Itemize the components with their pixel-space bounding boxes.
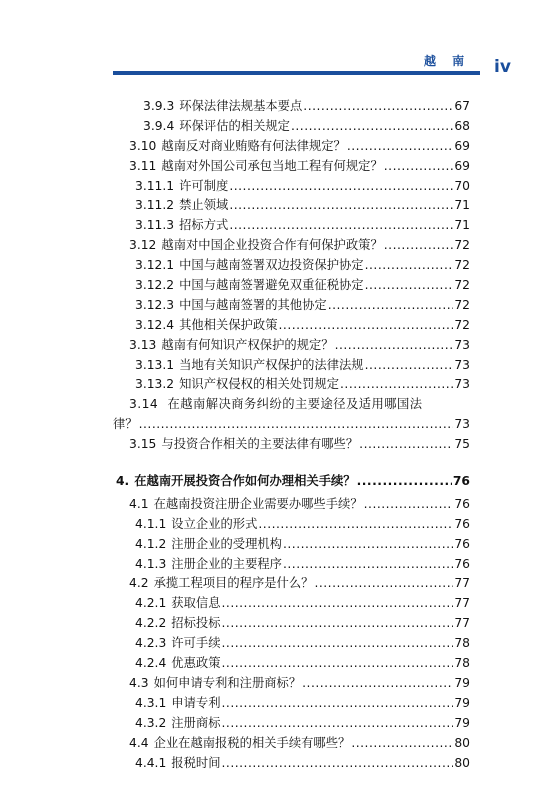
toc-entry-number: 3.11.1 — [135, 178, 175, 193]
toc-entry-page: 80 — [454, 755, 470, 770]
toc-entry-title: 中国与越南签署双边投资保护协定 — [179, 258, 364, 273]
dot-leader — [222, 654, 454, 674]
toc-entry-number: 3.13.1 — [135, 357, 175, 372]
toc-entry-title: 环保评估的相关规定 — [179, 118, 290, 133]
toc-entry-number: 4.1.1 — [135, 516, 167, 531]
toc-entry-page: 76 — [454, 556, 470, 571]
toc-entry-number: 3.12.1 — [135, 258, 175, 273]
toc-entry-title: 越南有何知识产权保护的规定？ — [161, 337, 334, 352]
toc-entry-3-9-4[interactable] — [113, 117, 470, 137]
header-country-title: 越 南 — [424, 54, 471, 68]
toc-entry-title: 中国与越南签署的其他协定 — [179, 297, 327, 312]
toc-entry-4-2-3[interactable] — [113, 634, 470, 654]
dot-leader — [314, 574, 453, 594]
toc-entry-page: 73 — [454, 337, 470, 352]
toc-entry-page: 71 — [454, 218, 470, 233]
toc-entry-number: 3.12 — [129, 238, 157, 253]
toc-entry-3-9-3[interactable] — [113, 97, 470, 117]
toc-entry-title: 获取信息 — [171, 596, 221, 611]
toc-entry-3-13[interactable] — [113, 336, 470, 356]
toc-entry-3-11-1[interactable] — [113, 177, 470, 197]
dot-leader — [222, 614, 454, 634]
toc-entry-4-3-1[interactable] — [113, 694, 470, 714]
toc-entry-number: 4.2.3 — [135, 636, 167, 651]
toc-entry-title: 在越南解决商务纠纷的主要途径及适用哪国法 — [167, 397, 423, 412]
dot-leader — [283, 535, 453, 555]
dot-leader — [222, 714, 454, 734]
toc-entry-page: 70 — [454, 178, 470, 193]
toc-entry-page: 79 — [454, 715, 470, 730]
toc-entry-4-2[interactable] — [113, 574, 470, 594]
toc-entry-page: 73 — [454, 357, 470, 372]
toc-entry-4-3[interactable] — [113, 674, 470, 694]
toc-entry-4-4-1[interactable] — [113, 754, 470, 774]
toc-entry-number: 4.4.1 — [135, 755, 167, 770]
toc-entry-page: 80 — [454, 735, 470, 750]
toc-entry-number: 3.12.4 — [135, 317, 175, 332]
dot-leader — [229, 216, 453, 236]
toc-entry-3-11-3[interactable] — [113, 216, 470, 236]
toc-entry-number: 3.13 — [129, 337, 157, 352]
dot-leader — [229, 196, 453, 216]
toc-chapter-page: 76 — [452, 474, 470, 489]
toc-entry-title: 当地有关知识产权保护的法律法规 — [179, 357, 364, 372]
toc-entry-title: 设立企业的形式 — [171, 516, 258, 531]
toc-entry-title: 环保法律法规基本要点 — [179, 99, 303, 113]
dot-leader — [303, 97, 453, 117]
toc-entry-title: 申请专利 — [171, 695, 221, 710]
toc-entry-title: 许可制度 — [179, 178, 229, 193]
toc-entry-page: 77 — [454, 596, 470, 611]
toc-entry-title: 承揽工程项目的程序是什么？ — [153, 576, 314, 591]
toc-entry-number: 3.9.3 — [143, 99, 175, 113]
toc-entry-3-12-4[interactable] — [113, 316, 470, 336]
toc-entry-page: 72 — [454, 238, 470, 253]
toc-entry-title: 如何申请专利和注册商标？ — [153, 675, 302, 690]
toc-entry-4-1[interactable] — [113, 495, 470, 515]
toc-entry-title: 越南对外国公司承包当地工程有何规定？ — [161, 158, 383, 173]
dot-leader — [384, 236, 454, 256]
toc-entry-4-1-2[interactable] — [113, 535, 470, 555]
toc-entry-title: 优惠政策 — [171, 656, 221, 671]
toc-entry-4-1-1[interactable] — [113, 515, 470, 535]
toc-entry-title: 许可手续 — [171, 636, 221, 651]
toc-entry-number: 3.10 — [129, 138, 157, 153]
toc-entry-page: 79 — [454, 675, 470, 690]
toc-entry-page: 76 — [454, 516, 470, 531]
toc-entry-title: 招标投标 — [171, 616, 221, 631]
toc-entry-page: 76 — [454, 496, 470, 511]
toc-entry-number: 4.1.3 — [135, 556, 167, 571]
dot-leader — [291, 117, 453, 137]
toc-entry-number: 3.15 — [129, 437, 157, 452]
toc-entry-second-line — [113, 415, 470, 435]
dot-leader — [139, 415, 454, 435]
toc-entry-number: 4.2.1 — [135, 596, 167, 611]
toc-entry-title: 在越南投资注册企业需要办哪些手续？ — [153, 496, 363, 511]
toc-entry-page: 76 — [454, 536, 470, 551]
dot-leader — [365, 276, 454, 296]
toc-entry-page: 68 — [454, 118, 470, 133]
toc-entry-title: 注册商标 — [171, 715, 221, 730]
toc-entry-3-11[interactable] — [113, 157, 470, 177]
toc-entry-page: 72 — [454, 258, 470, 273]
toc-entry-number: 4.1.2 — [135, 536, 167, 551]
toc-entry-title: 其他相关保护政策 — [179, 317, 278, 332]
dot-leader — [335, 336, 454, 356]
toc-entry-3-11-2[interactable] — [113, 196, 470, 216]
toc-entry-page: 77 — [454, 576, 470, 591]
toc-entry-number: 4.3 — [129, 675, 149, 690]
toc-entry-number: 4.2 — [129, 576, 149, 591]
toc-entry-page: 75 — [454, 437, 470, 452]
toc-entry-3-12-1[interactable] — [113, 256, 470, 276]
toc-entry-3-12[interactable] — [113, 236, 470, 256]
toc-entry-4-3-2[interactable] — [113, 714, 470, 734]
toc-entry-number: 4.2.4 — [135, 656, 167, 671]
toc-entry-title: 招标方式 — [179, 218, 229, 233]
toc-entry-page: 67 — [454, 99, 470, 113]
toc-entry-4-1-3[interactable] — [113, 555, 470, 575]
dot-leader — [328, 296, 454, 316]
toc-entry-number: 3.11.3 — [135, 218, 175, 233]
dot-leader — [222, 754, 454, 774]
dot-leader — [229, 177, 453, 197]
toc-entry-3-10[interactable] — [113, 137, 470, 157]
toc-entry-title: 企业在越南报税的相关手续有哪些？ — [153, 735, 351, 750]
toc-chapter-4[interactable] — [113, 472, 470, 492]
dot-leader — [302, 674, 453, 694]
toc-entry-4-2-1[interactable] — [113, 594, 470, 614]
toc-entry-page: 72 — [454, 297, 470, 312]
toc-entry-number: 4.4 — [129, 735, 149, 750]
dot-leader — [222, 594, 454, 614]
toc-chapter-title: 在越南开展投资合作如何办理相关手续？ — [134, 474, 356, 489]
toc-entry-number: 3.12.2 — [135, 278, 175, 293]
toc-entry-title: 中国与越南签署避免双重征税协定 — [179, 278, 364, 293]
table-of-contents — [113, 97, 470, 773]
toc-entry-page: 73 — [454, 417, 470, 432]
toc-entry-title: 注册企业的受理机构 — [171, 536, 282, 551]
toc-entry-3-12-3[interactable] — [113, 296, 470, 316]
toc-entry-number: 3.11 — [129, 158, 157, 173]
toc-entry-number: 3.13.2 — [135, 377, 175, 392]
dot-leader — [279, 316, 454, 336]
toc-entry-page: 77 — [454, 616, 470, 631]
toc-entry-3-14[interactable] — [113, 395, 470, 435]
toc-entry-number: 4.2.2 — [135, 616, 167, 631]
toc-entry-title: 与投资合作相关的主要法律有哪些？ — [161, 437, 359, 452]
toc-entry-number: 3.11.2 — [135, 198, 175, 213]
toc-entry-3-13-2[interactable] — [113, 375, 470, 395]
toc-entry-number: 4.1 — [129, 496, 149, 511]
section-gap — [113, 455, 470, 472]
header-rule — [113, 71, 480, 75]
toc-entry-number: 3.9.4 — [143, 118, 175, 133]
toc-chapter-number: 4. — [116, 474, 130, 489]
toc-entry-first-line — [113, 395, 470, 415]
toc-entry-3-15[interactable] — [113, 435, 470, 455]
toc-entry-3-12-2[interactable] — [113, 276, 470, 296]
dot-leader — [283, 555, 453, 575]
dot-leader — [347, 137, 453, 157]
toc-entry-number: 4.3.1 — [135, 695, 167, 710]
toc-entry-title: 注册企业的主要程序 — [171, 556, 282, 571]
toc-entry-3-13-1[interactable] — [113, 356, 470, 376]
toc-entry-title: 越南反对商业贿赂有何法律规定？ — [161, 138, 346, 153]
toc-entry-page: 79 — [454, 695, 470, 710]
dot-leader — [351, 734, 453, 754]
toc-entry-title-continued: 律？ — [113, 417, 138, 432]
toc-entry-page: 71 — [454, 198, 470, 213]
toc-entry-page: 73 — [454, 377, 470, 392]
dot-leader — [357, 472, 452, 492]
toc-entry-page: 72 — [454, 278, 470, 293]
dot-leader — [340, 375, 453, 395]
toc-entry-title: 越南对中国企业投资合作有何保护政策？ — [161, 238, 383, 253]
dot-leader — [359, 435, 453, 455]
toc-entry-number: 4.3.2 — [135, 715, 167, 730]
dot-leader — [222, 634, 454, 654]
toc-entry-number: 3.12.3 — [135, 297, 175, 312]
toc-entry-4-4[interactable] — [113, 734, 470, 754]
toc-entry-number: 3.14 — [129, 397, 159, 412]
dot-leader — [258, 515, 453, 535]
header-page-number: iv — [494, 57, 511, 77]
toc-entry-4-2-2[interactable] — [113, 614, 470, 634]
toc-entry-title: 报税时间 — [171, 755, 221, 770]
toc-entry-page: 78 — [454, 656, 470, 671]
toc-entry-page: 78 — [454, 636, 470, 651]
toc-entry-page: 72 — [454, 317, 470, 332]
toc-entry-title: 禁止领域 — [179, 198, 229, 213]
toc-entry-page: 69 — [454, 158, 470, 173]
dot-leader — [365, 256, 454, 276]
toc-entry-4-2-4[interactable] — [113, 654, 470, 674]
toc-entry-page: 69 — [454, 138, 470, 153]
dot-leader — [364, 495, 454, 515]
dot-leader — [384, 157, 454, 177]
dot-leader — [222, 694, 454, 714]
toc-entry-title: 知识产权侵权的相关处罚规定 — [179, 377, 339, 392]
dot-leader — [365, 356, 454, 376]
